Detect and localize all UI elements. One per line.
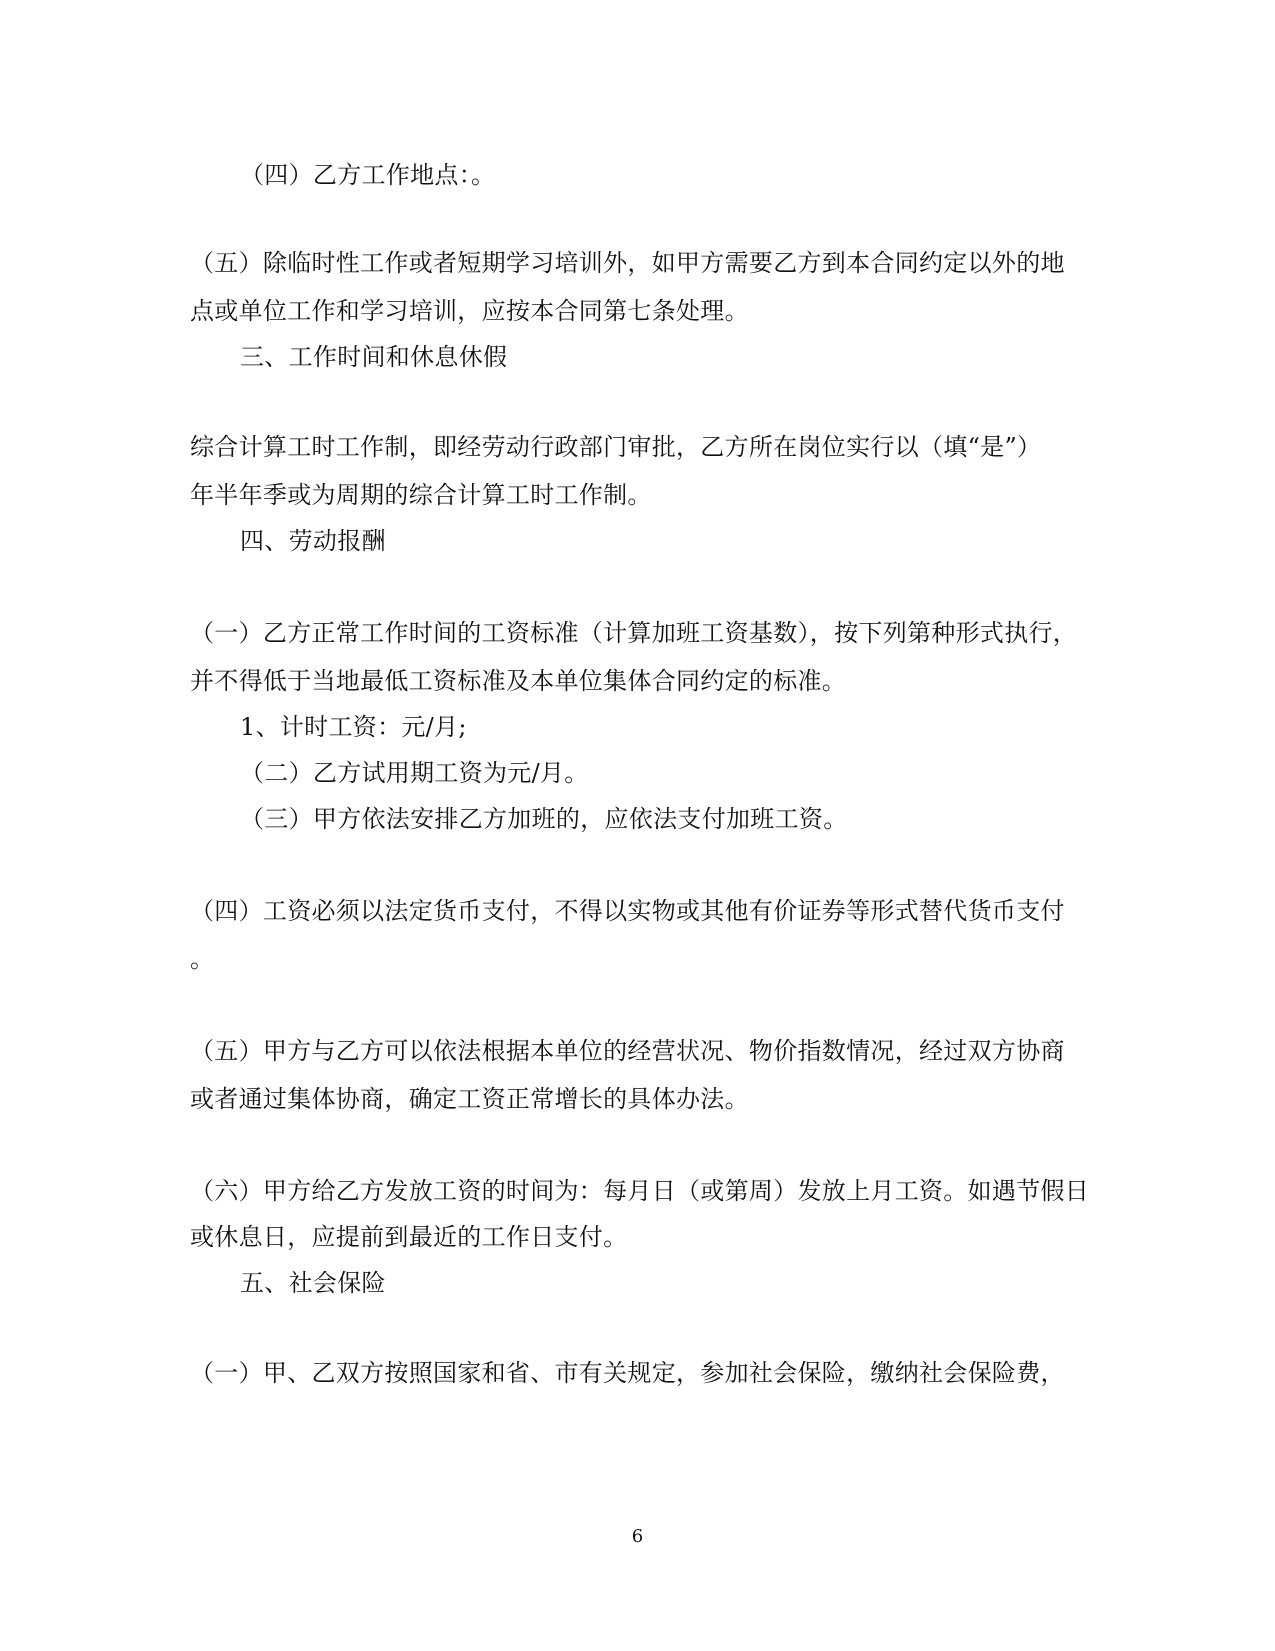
clause-payday-line-1: （六）甲方给乙方发放工资的时间为：每月日（或第周）发放上月工资。如遇节假日: [190, 1177, 1090, 1205]
clause-comprehensive-hours-line-2: 年半年季或为周期的综合计算工时工作制。: [190, 481, 652, 509]
clause-payday-line-2: 或休息日，应提前到最近的工作日支付。: [190, 1223, 628, 1251]
section-heading-work-hours: 三、工作时间和休息休假: [240, 343, 508, 371]
clause-overtime-pay: （三）甲方依法安排乙方加班的，应依法支付加班工资。: [240, 805, 848, 833]
clause-training-line-2: 点或单位工作和学习培训，应按本合同第七条处理。: [190, 297, 749, 325]
page-number: 6: [631, 1526, 644, 1547]
clause-currency-line-2: 。: [190, 945, 215, 973]
clause-currency-line-1: （四）工资必须以法定货币支付，不得以实物或其他有价证券等形式替代货币支付: [190, 897, 1065, 925]
clause-wage-growth-line-1: （五）甲方与乙方可以依法根据本单位的经营状况、物价指数情况，经过双方协商: [190, 1037, 1065, 1065]
clause-wage-growth-line-2: 或者通过集体协商，确定工资正常增长的具体办法。: [190, 1085, 749, 1113]
clause-hourly-wage: 1、计时工资：元/月;: [240, 713, 467, 741]
clause-comprehensive-hours-line-1: 综合计算工时工作制，即经劳动行政部门审批，乙方所在岗位实行以（填“是”）: [190, 433, 1042, 461]
clause-training-line-1: （五）除临时性工作或者短期学习培训外，如甲方需要乙方到本合同约定以外的地: [190, 249, 1065, 277]
clause-social-insurance-line-1: （一）甲、乙双方按照国家和省、市有关规定，参加社会保险，缴纳社会保险费，: [190, 1359, 1065, 1387]
clause-work-location: （四）乙方工作地点：。: [240, 161, 496, 189]
clause-wage-standard-line-1: （一）乙方正常工作时间的工资标准（计算加班工资基数），按下列第种形式执行，: [190, 619, 1078, 647]
section-heading-social-insurance: 五、社会保险: [240, 1269, 386, 1297]
clause-probation-wage: （二）乙方试用期工资为元/月。: [240, 759, 589, 787]
section-heading-remuneration: 四、劳动报酬: [240, 527, 386, 555]
clause-wage-standard-line-2: 并不得低于当地最低工资标准及本单位集体合同约定的标准。: [190, 667, 847, 695]
